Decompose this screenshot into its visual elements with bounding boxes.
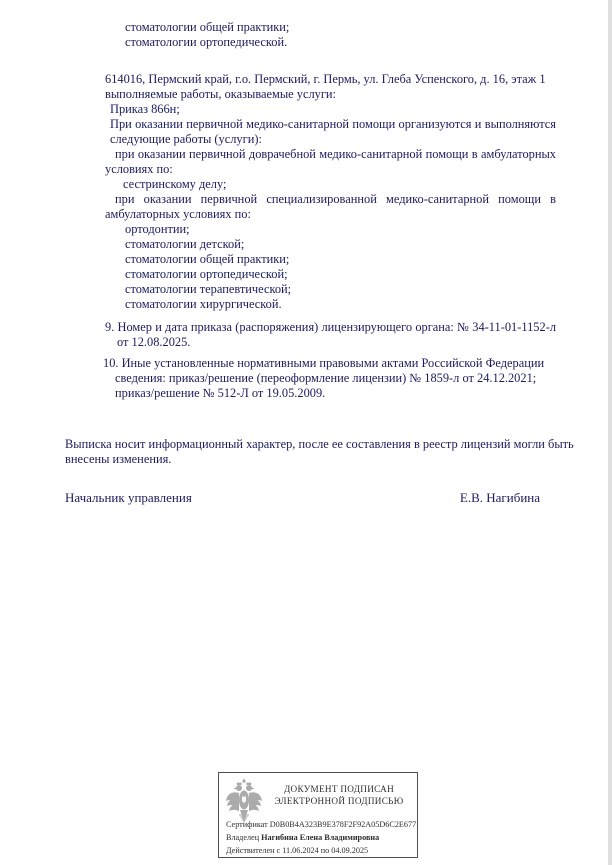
service-item: стоматологии детской; [125, 237, 245, 251]
works-paragraph-line: при оказании первичной доврачебной медико-санитарной помощи в амбулаторных [115, 147, 556, 161]
service-item: стоматологии ортопедической. [125, 35, 288, 49]
order-reference: Приказ 866н; [110, 102, 180, 116]
owner-name: Нагибина Елена Владимировна [261, 833, 380, 842]
item-9-line: от 12.08.2025. [117, 335, 191, 349]
informational-note [0, 437, 612, 467]
certificate-label: Сертификат [226, 820, 270, 829]
service-item: сестринскому делу; [123, 177, 227, 191]
stamp-title-line: ДОКУМЕНТ ПОДПИСАН [283, 784, 395, 794]
stamp-title [265, 784, 413, 807]
service-item: стоматологии общей практики; [125, 20, 290, 34]
electronic-signature-stamp [218, 772, 418, 858]
works-paragraph-line: амбулаторных условиях по: [105, 207, 251, 221]
signer-name: Е.В. Нагибина [459, 490, 540, 505]
service-item: стоматологии хирургической. [125, 297, 282, 311]
stamp-info [226, 818, 417, 857]
item-10-line: сведения: приказ/решение (переоформление лицензии) № 1859-л от 24.12.2021; [115, 371, 537, 385]
item-9-line: 9. Номер и дата приказа (распоряжения) лицензирующего органа: № 34-11-01-1152-л [105, 320, 556, 334]
owner-line [226, 831, 414, 844]
works-paragraph-line: условиях по: [105, 162, 173, 176]
note-line: Выписка носит информационный характер, после ее составления в реестр лицензий могли быть [65, 437, 574, 451]
item-10-other-info [0, 356, 612, 401]
service-item: стоматологии ортопедической; [125, 267, 288, 281]
owner-label: Владелец [226, 833, 262, 842]
page-edge-shadow [608, 0, 612, 865]
service-item: ортодонтии; [125, 222, 190, 236]
certificate-value: D0B0B4A323B9E378F2F92A05D6C2E677 [269, 820, 417, 829]
works-paragraph-line: следующие работы (услуги): [110, 132, 262, 146]
note-line: внесены изменения. [65, 452, 172, 466]
works-paragraph-line: При оказании первичной медико-санитарной помощи организуются и выполняются [110, 117, 556, 131]
works-heading: выполняемые работы, оказываемые услуги: [105, 87, 337, 101]
certificate-line [226, 818, 417, 831]
item-10-line: 10. Иные установленные нормативными правовыми актами Российской Федерации [103, 356, 545, 370]
signer-position: Начальник управления [65, 490, 192, 505]
signature-row [0, 490, 612, 506]
item-9-order-number [0, 320, 612, 350]
stamp-title-line: ЭЛЕКТРОННОЙ ПОДПИСЬЮ [274, 795, 404, 806]
service-item: стоматологии общей практики; [125, 252, 290, 266]
address-line: 614016, Пермский край, г.о. Пермский, г. Пермь, ул. Глеба Успенского, д. 16, этаж 1 [105, 72, 546, 86]
service-item: стоматологии терапевтической; [125, 282, 292, 296]
works-paragraph-line: при оказании первичной специализированной медико-санитарной помощи в [115, 192, 556, 206]
address-and-works-block [0, 72, 612, 312]
item-10-line: приказ/решение № 512-Л от 19.05.2009. [115, 386, 326, 400]
services-intro-list [0, 0, 612, 50]
validity-line: Действителен с 11.06.2024 по 04.09.2025 [226, 846, 369, 855]
